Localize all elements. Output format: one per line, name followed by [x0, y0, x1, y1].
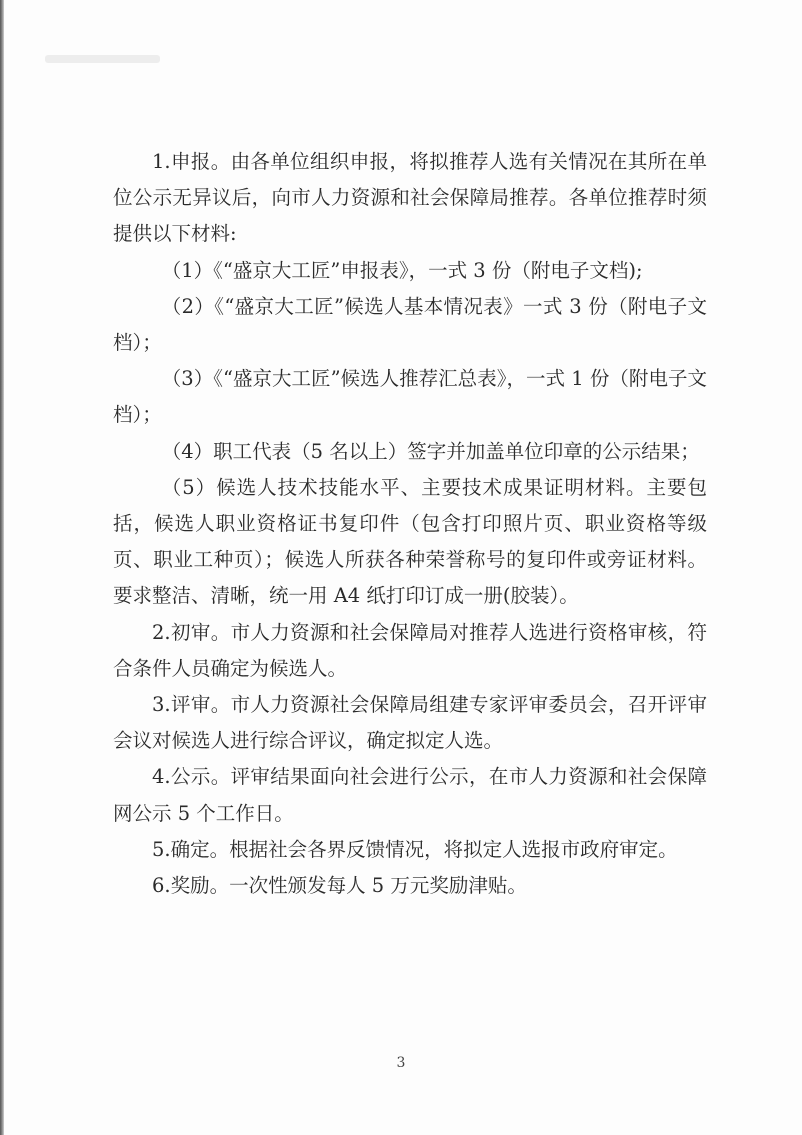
material-item-1: （1）《“盛京大工匠”申报表》，一式 3 份（附电子文档); [161, 258, 643, 282]
scan-edge-shadow [0, 0, 4, 1135]
material-item-4: （4）职工代表（5 名以上）签字并加盖单位印章的公示结果； [161, 439, 700, 463]
paragraph-preliminary-review: 2.初审。市人力资源和社会保障局对推荐人选进行资格审核，符合条件人员确定为候选人。 [113, 620, 707, 680]
document-body [113, 144, 707, 904]
material-item-5: （5）候选人技术技能水平、主要技术成果证明材料。主要包括，候选人职业资格证书复印件（包含打印照片页、职业资格等级页、职业工种页）；候选人所获各种荣誉称号的复印件或旁证材料。要求整洁、清晰，统一用 A4 纸打印订成一册(胶装）。 [113, 475, 707, 608]
scan-smudge [45, 55, 160, 63]
paragraph-confirmation: 5.确定。根据社会各界反馈情况，将拟定人选报市政府审定。 [152, 837, 678, 861]
paragraph-application: 1.申报。由各单位组织申报，将拟推荐人选有关情况在其所在单位公示无异议后，向市人力资源和社会保障局推荐。各单位推荐时须提供以下材料: [113, 150, 707, 246]
paragraph-evaluation: 3.评审。市人力资源社会保障局组建专家评审委员会，召开评审会议对候选人进行综合评议，确定拟定人选。 [113, 693, 707, 753]
material-item-2: （2）《“盛京大工匠”候选人基本情况表》一式 3 份（附电子文档）； [113, 294, 707, 355]
page-number: 3 [396, 1055, 406, 1071]
paragraph-reward: 6.奖励。一次性颁发每人 5 万元奖励津贴。 [152, 874, 527, 898]
material-item-3: （3）《“盛京大工匠”候选人推荐汇总表》，一式 1 份（附电子文档）； [113, 367, 707, 427]
paragraph-publicity: 4.公示。评审结果面向社会进行公示，在市人力资源和社会保障网公示 5 个工作日。 [113, 765, 707, 825]
